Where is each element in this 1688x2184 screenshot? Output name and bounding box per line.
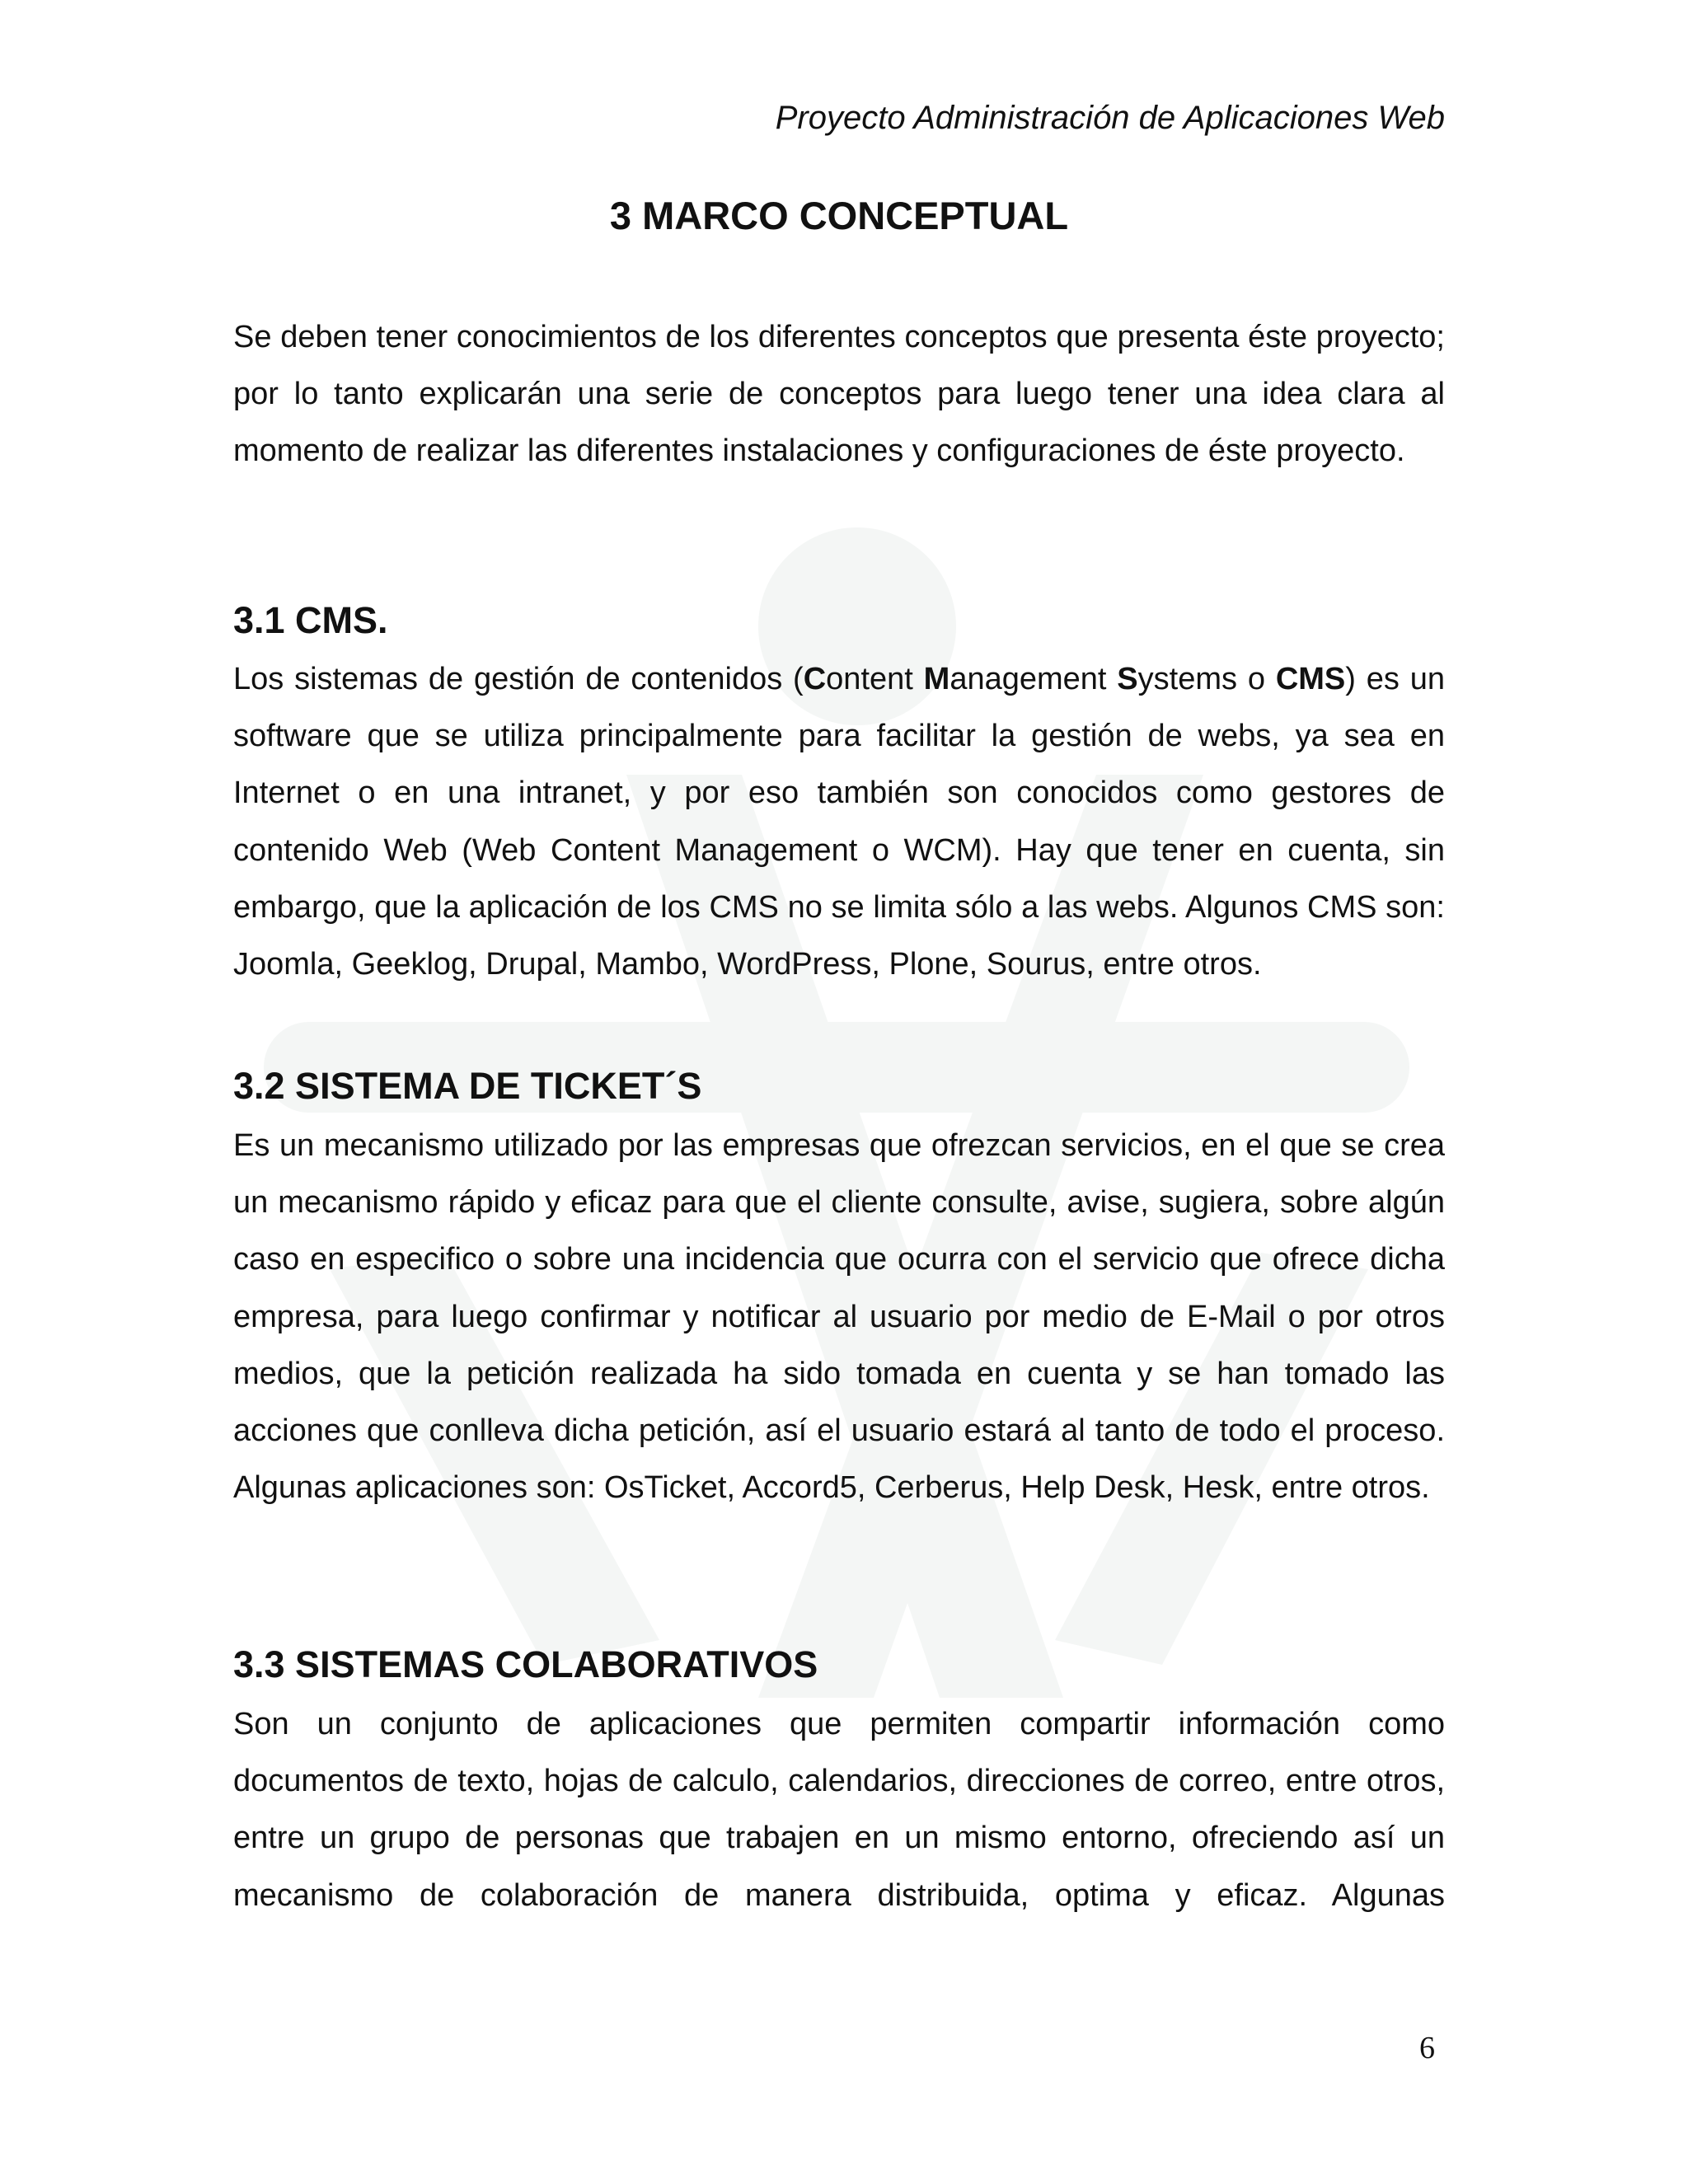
section-body-collaborative: Son un conjunto de aplicaciones que permiten compartir información como documentos de texto, hojas de calculo, calendarios, direcciones de correo, entre otros, entre un grupo de personas que trabajen en un mismo entorno, ofreciendo así un mecanismo de colaboración de manera distribuida, optima y eficaz. Algunas [233,1707,1445,1913]
cms-bold-c: C [803,662,827,696]
cms-text-4: ystems o [1137,662,1276,696]
cms-text-5: ) es un software que se utiliza principalmente para facilitar la gestión de webs, ya sea en Internet o en una intranet, y por eso también son conocidos como gestores de contenido Web (Web Content Management o WCM). Hay que tener en cuenta, sin embargo, que la aplicación de los CMS no se limita sólo a las webs. Algunos CMS son: Joomla, Geeklog, Drupal, Mambo, WordPress, Plone, Sourus, entre otros. [233,662,1445,982]
chapter-title: 3 MARCO CONCEPTUAL [609,194,1069,237]
cms-text-2: ontent [826,662,924,696]
intro-paragraph: Se deben tener conocimientos de los diferentes conceptos que presenta éste proyecto; por lo tanto explicarán una serie de conceptos para luego tener una idea clara al momento de realizar las diferentes instalaciones y configuraciones de éste proyecto. [233,320,1445,469]
section-body-tickets: Es un mecanismo utilizado por las empresas que ofrezcan servicios, en el que se crea un mecanismo rápido y eficaz para que el cliente consulte, avise, sugiera, sobre algún caso en especifico o sobre una incidencia que ocurra con el servicio que ofrece dicha empresa, para luego confirmar y notificar al usuario por medio de E-Mail o por otros medios, que la petición realizada ha sido tomada en cuenta y se han tomado las acciones que conlleva dicha petición, así el usuario estará al tanto de todo el proceso. Algunas aplicaciones son: OsTicket, Accord5, Cerberus, Help Desk, Hesk, entre otros. [233,1128,1445,1506]
cms-bold-acronym: CMS [1275,662,1346,696]
section-heading-cms: 3.1 CMS. [233,599,388,641]
cms-bold-m: M [923,662,950,696]
section-heading-tickets: 3.2 SISTEMA DE TICKET´S [233,1065,702,1107]
section-heading-collaborative: 3.3 SISTEMAS COLABORATIVOS [233,1643,818,1685]
section-body-cms [233,651,1445,993]
cms-text-3: anagement [950,662,1118,696]
page-number: 6 [1419,2031,1435,2065]
cms-text-1: Los sistemas de gestión de contenidos ( [233,662,804,696]
cms-bold-s: S [1117,662,1138,696]
running-header: Proyecto Administración de Aplicaciones Web [775,100,1445,136]
